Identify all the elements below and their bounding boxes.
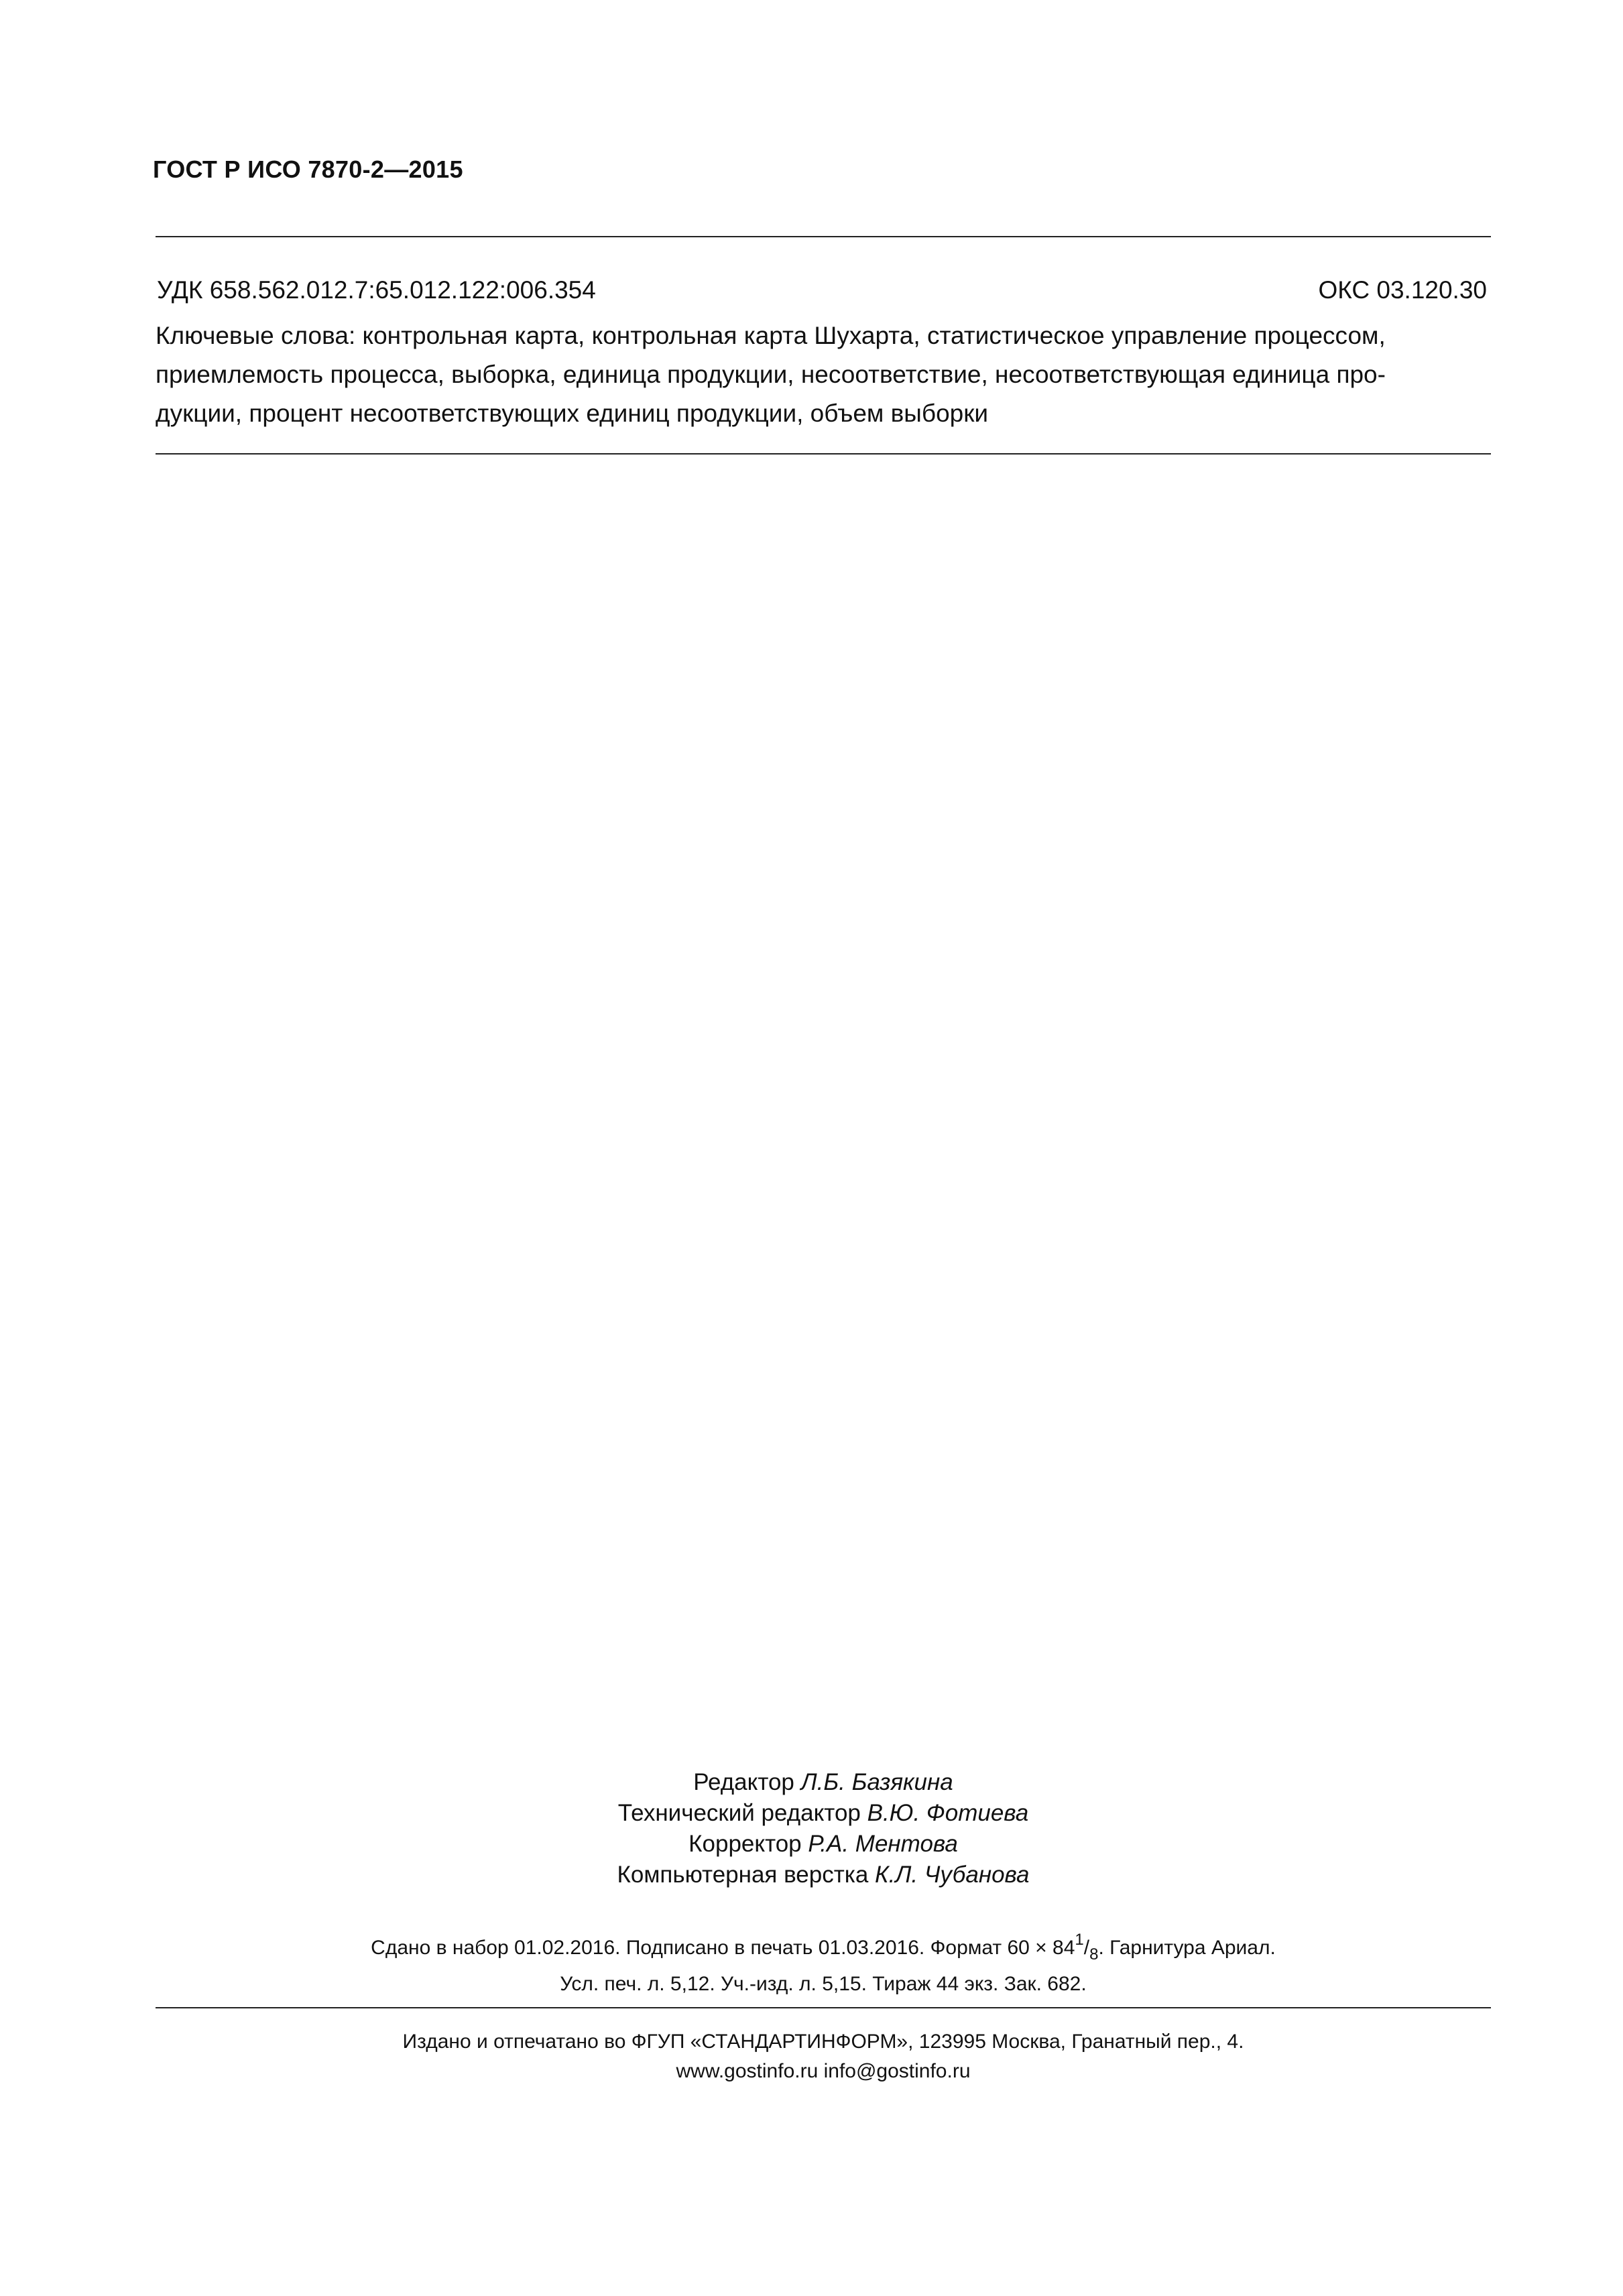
- print-info-text: Сдано в набор 01.02.2016. Подписано в печать 01.03.2016. Формат 60 × 84: [371, 1937, 1075, 1959]
- keywords-divider: [156, 453, 1491, 455]
- publisher-block: [156, 2027, 1491, 2086]
- credits-block: [156, 1767, 1491, 1890]
- publisher-divider: [156, 2007, 1491, 2008]
- credit-name: Р.А. Ментова: [808, 1831, 958, 1857]
- format-fraction-numerator: 1: [1075, 1931, 1084, 1949]
- top-divider: [156, 236, 1491, 237]
- keywords-line: приемлемость процесса, выборка, единица продукции, несоответствие, несоответствующая единица про-: [156, 361, 1386, 388]
- print-info-text: . Гарнитура Ариал.: [1098, 1937, 1276, 1959]
- credit-name: Л.Б. Базякина: [800, 1769, 953, 1795]
- udk-code: УДК 658.562.012.7:65.012.122:006.354: [157, 276, 596, 304]
- credit-role: Компьютерная верстка: [617, 1862, 869, 1888]
- credit-editor: [156, 1767, 1491, 1798]
- format-fraction-denominator: 8: [1089, 1945, 1099, 1963]
- credit-role: Редактор: [693, 1769, 794, 1795]
- classification-row: [156, 276, 1491, 304]
- keywords-line: Ключевые слова: контрольная карта, контрольная карта Шухарта, статистическое управление процессом,: [156, 322, 1386, 349]
- credit-tech-editor: [156, 1798, 1491, 1829]
- print-info-block: [156, 1925, 1491, 1999]
- standard-code: ГОСТ Р ИСО 7870-2—2015: [153, 156, 463, 183]
- keywords-line: дукции, процент несоответствующих единиц продукции, объем выборки: [156, 400, 989, 427]
- oks-code: ОКС 03.120.30: [1318, 276, 1487, 304]
- credit-name: В.Ю. Фотиева: [867, 1800, 1029, 1826]
- credit-layout: [156, 1860, 1491, 1890]
- credit-proofreader: [156, 1829, 1491, 1860]
- keywords-block: [156, 316, 1491, 433]
- credit-name: К.Л. Чубанова: [875, 1862, 1030, 1888]
- print-info-line-1: [156, 1925, 1491, 1970]
- publisher-address: Издано и отпечатано во ФГУП «СТАНДАРТИНФОРМ», 123995 Москва, Гранатный пер., 4.: [402, 2031, 1244, 2053]
- print-info-line-2: Усл. печ. л. 5,12. Уч.-изд. л. 5,15. Тираж 44 экз. Зак. 682.: [560, 1973, 1087, 1995]
- credit-role: Корректор: [688, 1831, 802, 1857]
- credit-role: Технический редактор: [617, 1800, 861, 1826]
- publisher-contacts: www.gostinfo.ru info@gostinfo.ru: [676, 2060, 971, 2082]
- format-fraction-slash: /: [1083, 1937, 1090, 1959]
